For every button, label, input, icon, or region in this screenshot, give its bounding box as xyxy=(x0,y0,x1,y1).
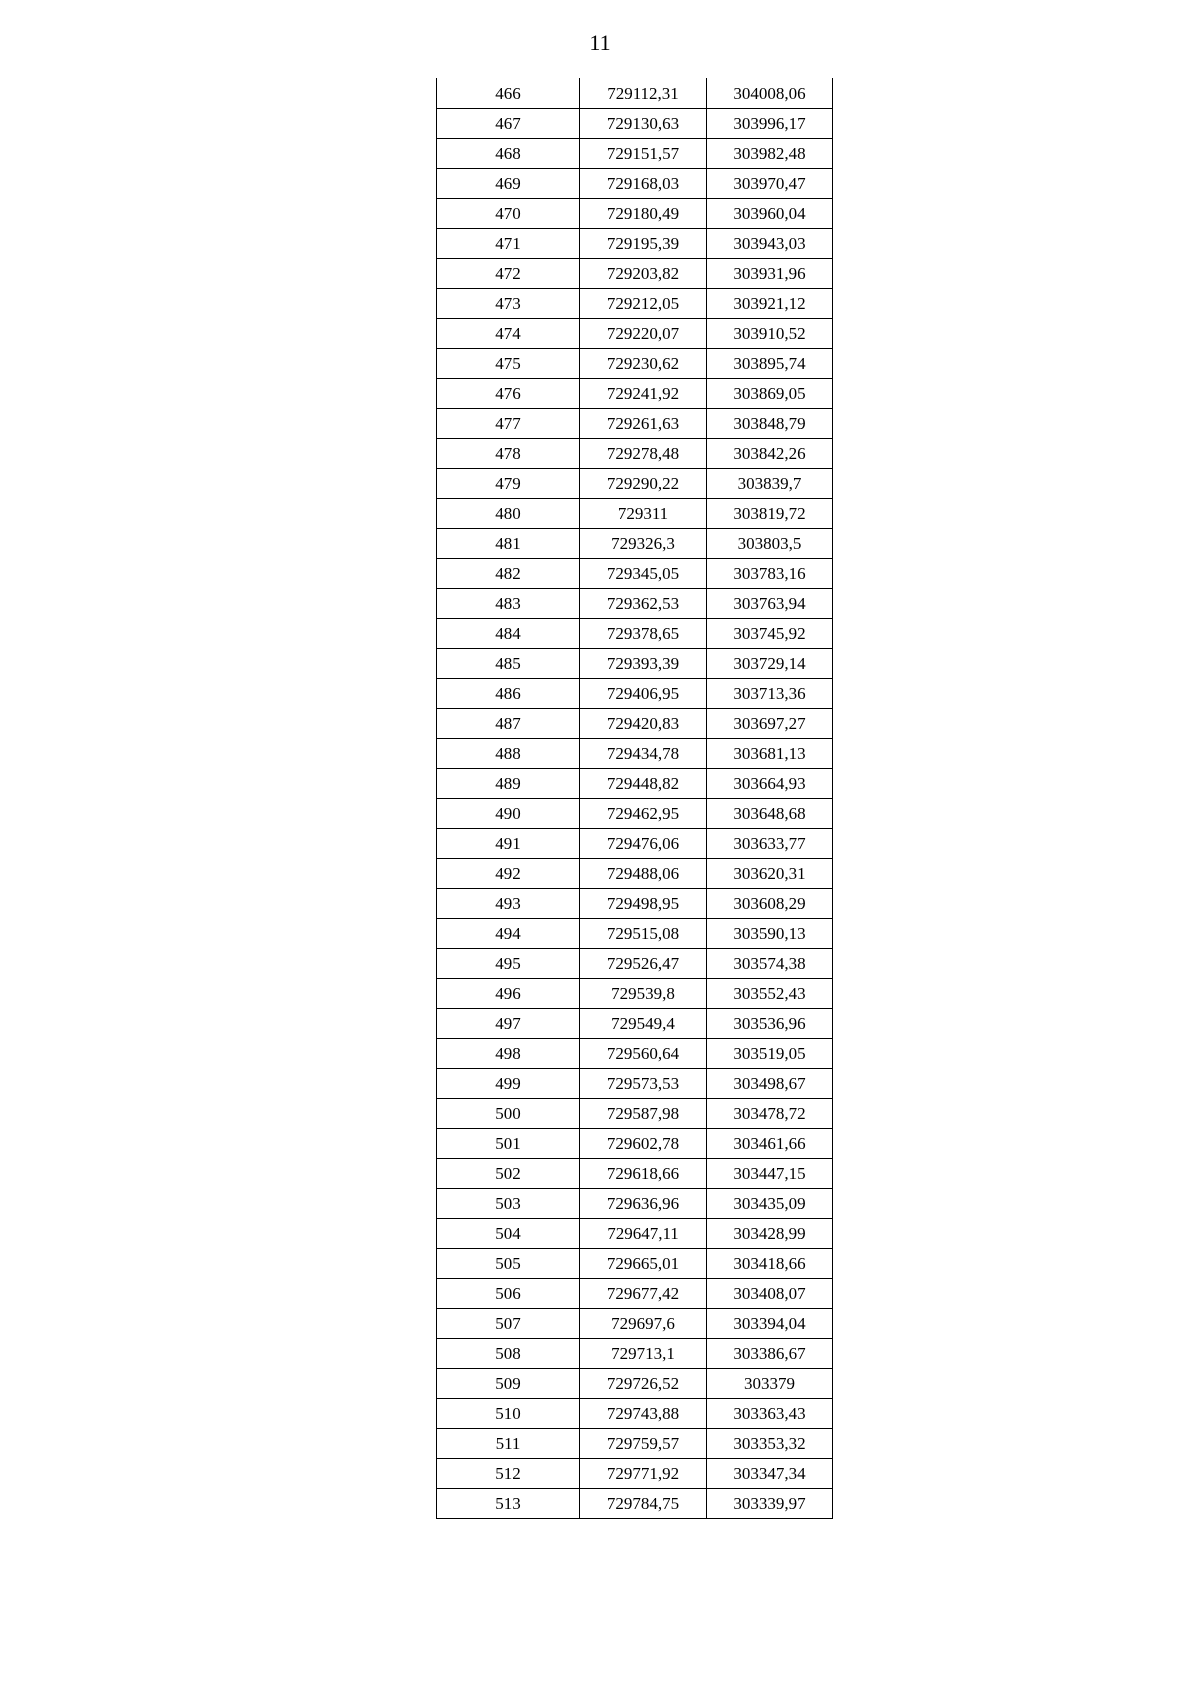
x-coordinate-cell: 729476,06 xyxy=(580,828,707,858)
table-row xyxy=(437,768,833,798)
y-coordinate-cell: 303478,72 xyxy=(707,1098,833,1128)
table-row xyxy=(437,1428,833,1458)
point-number-cell: 499 xyxy=(437,1068,580,1098)
y-coordinate-cell: 303620,31 xyxy=(707,858,833,888)
x-coordinate-cell: 729697,6 xyxy=(580,1308,707,1338)
y-coordinate-cell: 303394,04 xyxy=(707,1308,833,1338)
y-coordinate-cell: 303803,5 xyxy=(707,528,833,558)
point-number-cell: 503 xyxy=(437,1188,580,1218)
y-coordinate-cell: 303960,04 xyxy=(707,198,833,228)
table-row xyxy=(437,1398,833,1428)
y-coordinate-cell: 303461,66 xyxy=(707,1128,833,1158)
point-number-cell: 508 xyxy=(437,1338,580,1368)
x-coordinate-cell: 729230,62 xyxy=(580,348,707,378)
point-number-cell: 492 xyxy=(437,858,580,888)
y-coordinate-cell: 303895,74 xyxy=(707,348,833,378)
y-coordinate-cell: 303435,09 xyxy=(707,1188,833,1218)
x-coordinate-cell: 729420,83 xyxy=(580,708,707,738)
x-coordinate-cell: 729393,39 xyxy=(580,648,707,678)
table-row xyxy=(437,798,833,828)
y-coordinate-cell: 303347,34 xyxy=(707,1458,833,1488)
x-coordinate-cell: 729448,82 xyxy=(580,768,707,798)
table-row xyxy=(437,1248,833,1278)
point-number-cell: 487 xyxy=(437,708,580,738)
table-row xyxy=(437,408,833,438)
y-coordinate-cell: 303386,67 xyxy=(707,1338,833,1368)
table-row xyxy=(437,438,833,468)
y-coordinate-cell: 303982,48 xyxy=(707,138,833,168)
y-coordinate-cell: 303648,68 xyxy=(707,798,833,828)
x-coordinate-cell: 729526,47 xyxy=(580,948,707,978)
x-coordinate-cell: 729665,01 xyxy=(580,1248,707,1278)
table-row xyxy=(437,108,833,138)
point-number-cell: 482 xyxy=(437,558,580,588)
table-row xyxy=(437,828,833,858)
point-number-cell: 512 xyxy=(437,1458,580,1488)
y-coordinate-cell: 303996,17 xyxy=(707,108,833,138)
x-coordinate-cell: 729220,07 xyxy=(580,318,707,348)
x-coordinate-cell: 729362,53 xyxy=(580,588,707,618)
point-number-cell: 475 xyxy=(437,348,580,378)
table-row xyxy=(437,558,833,588)
table-row xyxy=(437,888,833,918)
x-coordinate-cell: 729636,96 xyxy=(580,1188,707,1218)
point-number-cell: 495 xyxy=(437,948,580,978)
table-row xyxy=(437,918,833,948)
y-coordinate-cell: 303943,03 xyxy=(707,228,833,258)
y-coordinate-cell: 303819,72 xyxy=(707,498,833,528)
table-row xyxy=(437,258,833,288)
table-row xyxy=(437,1008,833,1038)
point-number-cell: 474 xyxy=(437,318,580,348)
point-number-cell: 485 xyxy=(437,648,580,678)
point-number-cell: 472 xyxy=(437,258,580,288)
x-coordinate-cell: 729462,95 xyxy=(580,798,707,828)
point-number-cell: 468 xyxy=(437,138,580,168)
x-coordinate-cell: 729549,4 xyxy=(580,1008,707,1038)
point-number-cell: 466 xyxy=(437,78,580,108)
x-coordinate-cell: 729378,65 xyxy=(580,618,707,648)
x-coordinate-cell: 729180,49 xyxy=(580,198,707,228)
x-coordinate-cell: 729168,03 xyxy=(580,168,707,198)
table-row xyxy=(437,318,833,348)
table-row xyxy=(437,378,833,408)
point-number-cell: 470 xyxy=(437,198,580,228)
x-coordinate-cell: 729203,82 xyxy=(580,258,707,288)
point-number-cell: 491 xyxy=(437,828,580,858)
x-coordinate-cell: 729539,8 xyxy=(580,978,707,1008)
y-coordinate-cell: 303608,29 xyxy=(707,888,833,918)
x-coordinate-cell: 729434,78 xyxy=(580,738,707,768)
table-row xyxy=(437,708,833,738)
y-coordinate-cell: 303574,38 xyxy=(707,948,833,978)
x-coordinate-cell: 729573,53 xyxy=(580,1068,707,1098)
y-coordinate-cell: 303447,15 xyxy=(707,1158,833,1188)
point-number-cell: 469 xyxy=(437,168,580,198)
table-row xyxy=(437,1188,833,1218)
point-number-cell: 494 xyxy=(437,918,580,948)
x-coordinate-cell: 729726,52 xyxy=(580,1368,707,1398)
table-row xyxy=(437,228,833,258)
table-row xyxy=(437,528,833,558)
table-row xyxy=(437,78,833,108)
point-number-cell: 490 xyxy=(437,798,580,828)
table-row xyxy=(437,1128,833,1158)
y-coordinate-cell: 303970,47 xyxy=(707,168,833,198)
y-coordinate-cell: 303353,32 xyxy=(707,1428,833,1458)
y-coordinate-cell: 303418,66 xyxy=(707,1248,833,1278)
x-coordinate-cell: 729195,39 xyxy=(580,228,707,258)
coordinates-table xyxy=(436,78,833,1519)
point-number-cell: 476 xyxy=(437,378,580,408)
y-coordinate-cell: 303339,97 xyxy=(707,1488,833,1518)
point-number-cell: 489 xyxy=(437,768,580,798)
point-number-cell: 504 xyxy=(437,1218,580,1248)
y-coordinate-cell: 303697,27 xyxy=(707,708,833,738)
table-row xyxy=(437,468,833,498)
x-coordinate-cell: 729151,57 xyxy=(580,138,707,168)
table-row xyxy=(437,1368,833,1398)
table-row xyxy=(437,1308,833,1338)
point-number-cell: 479 xyxy=(437,468,580,498)
x-coordinate-cell: 729345,05 xyxy=(580,558,707,588)
table-row xyxy=(437,1458,833,1488)
point-number-cell: 483 xyxy=(437,588,580,618)
x-coordinate-cell: 729743,88 xyxy=(580,1398,707,1428)
table-row xyxy=(437,588,833,618)
y-coordinate-cell: 303869,05 xyxy=(707,378,833,408)
y-coordinate-cell: 303910,52 xyxy=(707,318,833,348)
y-coordinate-cell: 303664,93 xyxy=(707,768,833,798)
x-coordinate-cell: 729290,22 xyxy=(580,468,707,498)
coordinates-table-body xyxy=(437,78,833,1518)
y-coordinate-cell: 303931,96 xyxy=(707,258,833,288)
y-coordinate-cell: 303783,16 xyxy=(707,558,833,588)
table-row xyxy=(437,198,833,228)
x-coordinate-cell: 729647,11 xyxy=(580,1218,707,1248)
point-number-cell: 513 xyxy=(437,1488,580,1518)
y-coordinate-cell: 303839,7 xyxy=(707,468,833,498)
point-number-cell: 478 xyxy=(437,438,580,468)
point-number-cell: 500 xyxy=(437,1098,580,1128)
point-number-cell: 477 xyxy=(437,408,580,438)
x-coordinate-cell: 729112,31 xyxy=(580,78,707,108)
y-coordinate-cell: 303763,94 xyxy=(707,588,833,618)
x-coordinate-cell: 729241,92 xyxy=(580,378,707,408)
table-row xyxy=(437,1488,833,1518)
y-coordinate-cell: 303590,13 xyxy=(707,918,833,948)
point-number-cell: 481 xyxy=(437,528,580,558)
x-coordinate-cell: 729759,57 xyxy=(580,1428,707,1458)
table-row xyxy=(437,288,833,318)
y-coordinate-cell: 303633,77 xyxy=(707,828,833,858)
table-row xyxy=(437,1218,833,1248)
x-coordinate-cell: 729498,95 xyxy=(580,888,707,918)
table-row xyxy=(437,168,833,198)
x-coordinate-cell: 729130,63 xyxy=(580,108,707,138)
x-coordinate-cell: 729406,95 xyxy=(580,678,707,708)
point-number-cell: 510 xyxy=(437,1398,580,1428)
y-coordinate-cell: 303498,67 xyxy=(707,1068,833,1098)
table-row xyxy=(437,948,833,978)
y-coordinate-cell: 303408,07 xyxy=(707,1278,833,1308)
table-row xyxy=(437,858,833,888)
point-number-cell: 471 xyxy=(437,228,580,258)
table-row xyxy=(437,1278,833,1308)
y-coordinate-cell: 303379 xyxy=(707,1368,833,1398)
table-row xyxy=(437,1068,833,1098)
x-coordinate-cell: 729602,78 xyxy=(580,1128,707,1158)
y-coordinate-cell: 303536,96 xyxy=(707,1008,833,1038)
table-row xyxy=(437,138,833,168)
y-coordinate-cell: 303681,13 xyxy=(707,738,833,768)
table-row xyxy=(437,348,833,378)
x-coordinate-cell: 729677,42 xyxy=(580,1278,707,1308)
table-row xyxy=(437,618,833,648)
y-coordinate-cell: 303713,36 xyxy=(707,678,833,708)
y-coordinate-cell: 303745,92 xyxy=(707,618,833,648)
table-row xyxy=(437,1038,833,1068)
x-coordinate-cell: 729488,06 xyxy=(580,858,707,888)
point-number-cell: 484 xyxy=(437,618,580,648)
x-coordinate-cell: 729261,63 xyxy=(580,408,707,438)
y-coordinate-cell: 303848,79 xyxy=(707,408,833,438)
y-coordinate-cell: 303428,99 xyxy=(707,1218,833,1248)
point-number-cell: 493 xyxy=(437,888,580,918)
point-number-cell: 486 xyxy=(437,678,580,708)
y-coordinate-cell: 303363,43 xyxy=(707,1398,833,1428)
point-number-cell: 488 xyxy=(437,738,580,768)
x-coordinate-cell: 729587,98 xyxy=(580,1098,707,1128)
page-number: 11 xyxy=(589,30,611,55)
x-coordinate-cell: 729713,1 xyxy=(580,1338,707,1368)
y-coordinate-cell: 304008,06 xyxy=(707,78,833,108)
point-number-cell: 505 xyxy=(437,1248,580,1278)
y-coordinate-cell: 303921,12 xyxy=(707,288,833,318)
y-coordinate-cell: 303842,26 xyxy=(707,438,833,468)
table-row xyxy=(437,648,833,678)
point-number-cell: 507 xyxy=(437,1308,580,1338)
x-coordinate-cell: 729212,05 xyxy=(580,288,707,318)
x-coordinate-cell: 729784,75 xyxy=(580,1488,707,1518)
y-coordinate-cell: 303729,14 xyxy=(707,648,833,678)
table-row xyxy=(437,1338,833,1368)
point-number-cell: 498 xyxy=(437,1038,580,1068)
table-row xyxy=(437,678,833,708)
point-number-cell: 496 xyxy=(437,978,580,1008)
x-coordinate-cell: 729311 xyxy=(580,498,707,528)
table-row xyxy=(437,738,833,768)
y-coordinate-cell: 303519,05 xyxy=(707,1038,833,1068)
point-number-cell: 473 xyxy=(437,288,580,318)
point-number-cell: 480 xyxy=(437,498,580,528)
table-row xyxy=(437,1098,833,1128)
y-coordinate-cell: 303552,43 xyxy=(707,978,833,1008)
x-coordinate-cell: 729618,66 xyxy=(580,1158,707,1188)
x-coordinate-cell: 729278,48 xyxy=(580,438,707,468)
x-coordinate-cell: 729560,64 xyxy=(580,1038,707,1068)
table-row xyxy=(437,1158,833,1188)
point-number-cell: 497 xyxy=(437,1008,580,1038)
point-number-cell: 511 xyxy=(437,1428,580,1458)
x-coordinate-cell: 729515,08 xyxy=(580,918,707,948)
point-number-cell: 502 xyxy=(437,1158,580,1188)
point-number-cell: 467 xyxy=(437,108,580,138)
table-row xyxy=(437,498,833,528)
x-coordinate-cell: 729771,92 xyxy=(580,1458,707,1488)
x-coordinate-cell: 729326,3 xyxy=(580,528,707,558)
table-row xyxy=(437,978,833,1008)
point-number-cell: 506 xyxy=(437,1278,580,1308)
point-number-cell: 501 xyxy=(437,1128,580,1158)
point-number-cell: 509 xyxy=(437,1368,580,1398)
